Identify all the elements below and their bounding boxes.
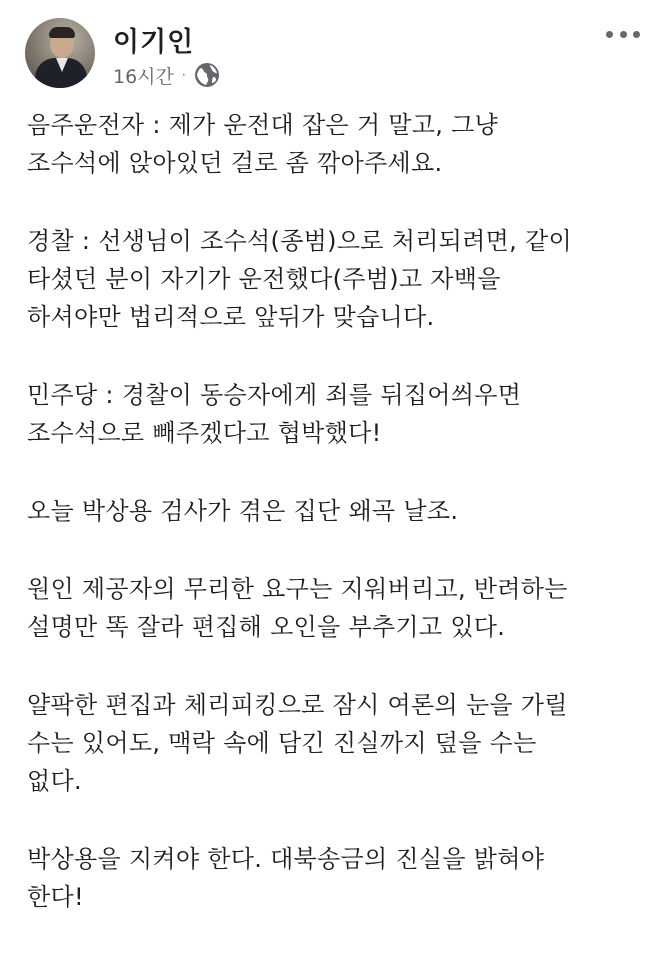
post-paragraph: 경찰 : 선생님이 조수석(종범)으로 처리되려면, 같이 타셨던 분이 자기가 운전했다(주범)고 자백을 하셔야만 법리적으로 앞뒤가 맞습니다. [27, 227, 572, 331]
globe-icon [194, 62, 220, 88]
avatar-hair [49, 27, 75, 38]
post-paragraph: 민주당 : 경찰이 동승자에게 죄를 뒤집어씌우면 조수석으로 빼주겠다고 협박했다! [27, 381, 522, 447]
more-dot [620, 31, 627, 38]
more-dot [606, 31, 613, 38]
author-name[interactable]: 이기인 [113, 27, 195, 58]
more-dot [633, 31, 640, 38]
post-paragraph: 원인 제공자의 무리한 요구는 지워버리고, 반려하는 설명만 똑 잘라 편집해 오인을 부추기고 있다. [27, 575, 568, 641]
post-paragraph: 박상용을 지켜야 한다. 대북송금의 진실을 밝혀야 한다! [27, 845, 545, 911]
meta-separator: · [181, 68, 186, 82]
avatar[interactable] [25, 18, 95, 88]
post-paragraph: 얄팍한 편집과 체리피킹으로 잠시 여론의 눈을 가릴 수는 있어도, 맥락 속에 담긴 진실까지 덮을 수는 없다. [27, 691, 568, 795]
post-meta [113, 62, 220, 88]
more-options-icon[interactable] [606, 24, 640, 44]
post-timestamp[interactable]: 16시간 [113, 65, 174, 88]
post-body [27, 106, 647, 956]
post-paragraph: 음주운전자 : 제가 운전대 잡은 거 말고, 그냥 조수석에 앉아있던 걸로 좀 깎아주세요. [27, 111, 499, 177]
post-paragraph: 오늘 박상용 검사가 겪은 집단 왜곡 날조. [27, 497, 459, 525]
post-header [25, 18, 640, 88]
